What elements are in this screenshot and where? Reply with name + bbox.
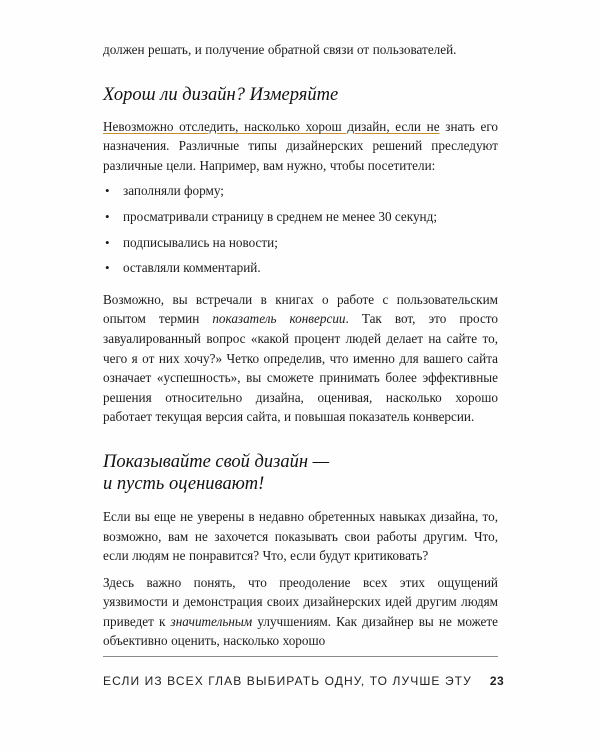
bullet-icon: • (105, 234, 110, 250)
heading-line: и пусть оценивают! (103, 473, 265, 494)
list-item-text: оставляли комментарий. (123, 260, 261, 276)
spacer (103, 566, 498, 573)
paragraph-top: должен решать, и получение обратной связи от пользователей. (103, 42, 457, 57)
list-item-text: подписывались на новости; (123, 234, 278, 250)
list-item (105, 181, 498, 201)
paragraph-vulnerability (103, 573, 498, 651)
list-item (105, 233, 498, 253)
spacer (103, 106, 498, 117)
goals-list (103, 181, 498, 277)
paragraph-measure-intro (103, 117, 498, 176)
list-item (105, 258, 498, 278)
spacer (103, 60, 498, 84)
page-number: 23 (489, 674, 505, 688)
paragraph-text: . Так вот, это просто завуалированный вопрос «какой процент людей делает на сайте то, чего я от них хочу?» Четко определив, что именно для вашего сайта означает «успешность», вы сможете принимать более эффективные решения относительно дизайна, оценивая, насколько хорошо работает текущая версия сайта, и повышая показатель конверсии. (103, 311, 498, 425)
emphasis-text: показатель конверсии (212, 311, 346, 327)
bullet-icon: • (105, 260, 110, 276)
list-item-text: просматривали страницу в среднем не менее 30 секунд; (123, 208, 437, 224)
paragraph-conversion (103, 290, 498, 427)
list-item (105, 207, 498, 227)
bullet-icon: • (105, 208, 110, 224)
footer-divider (103, 656, 498, 657)
list-item-text: заполняли форму; (123, 183, 224, 199)
paragraph-text: Возможно, вы встречали в книгах о работе с пользовательским опытом термин (103, 291, 498, 327)
page-footer (103, 674, 505, 688)
section-heading-measure: Хорош ли дизайн? Измеряйте (103, 84, 339, 105)
paragraph-text: Здесь важно понять, что преодоление всех этих ощущений уязвимости и демонстрация своих дизайнерских идей другим людям приведет к (103, 574, 498, 629)
paragraph-text: знать его назначения. Различные типы дизайнерских решений преследуют различные цели. Например, вам нужно, чтобы посетители: (103, 118, 498, 173)
heading-line: Показывайте свой дизайн — (103, 451, 330, 472)
paragraph-text: улучшениям. Как дизайнер вы не можете объективно оценить, насколько хорошо (103, 613, 498, 649)
highlighted-text: Невозможно отследить, насколько хорош дизайн, если не (103, 118, 440, 134)
spacer (103, 427, 498, 451)
emphasis-text: значительным (170, 613, 253, 629)
running-title: ЕСЛИ ИЗ ВСЕХ ГЛАВ ВЫБИРАТЬ ОДНУ, ТО ЛУЧШЕ ЭТУ (103, 674, 472, 688)
paragraph-confidence: Если вы еще не уверены в недавно обретенных навыках дизайна, то, возможно, вам не захочется показывать свои работы другим. Что, если людям не понравится? Что, если будут критиковать? (103, 508, 498, 564)
spacer (103, 495, 498, 507)
section-heading-show-design (103, 451, 498, 495)
bullet-icon: • (105, 183, 110, 199)
page-content (103, 40, 498, 651)
